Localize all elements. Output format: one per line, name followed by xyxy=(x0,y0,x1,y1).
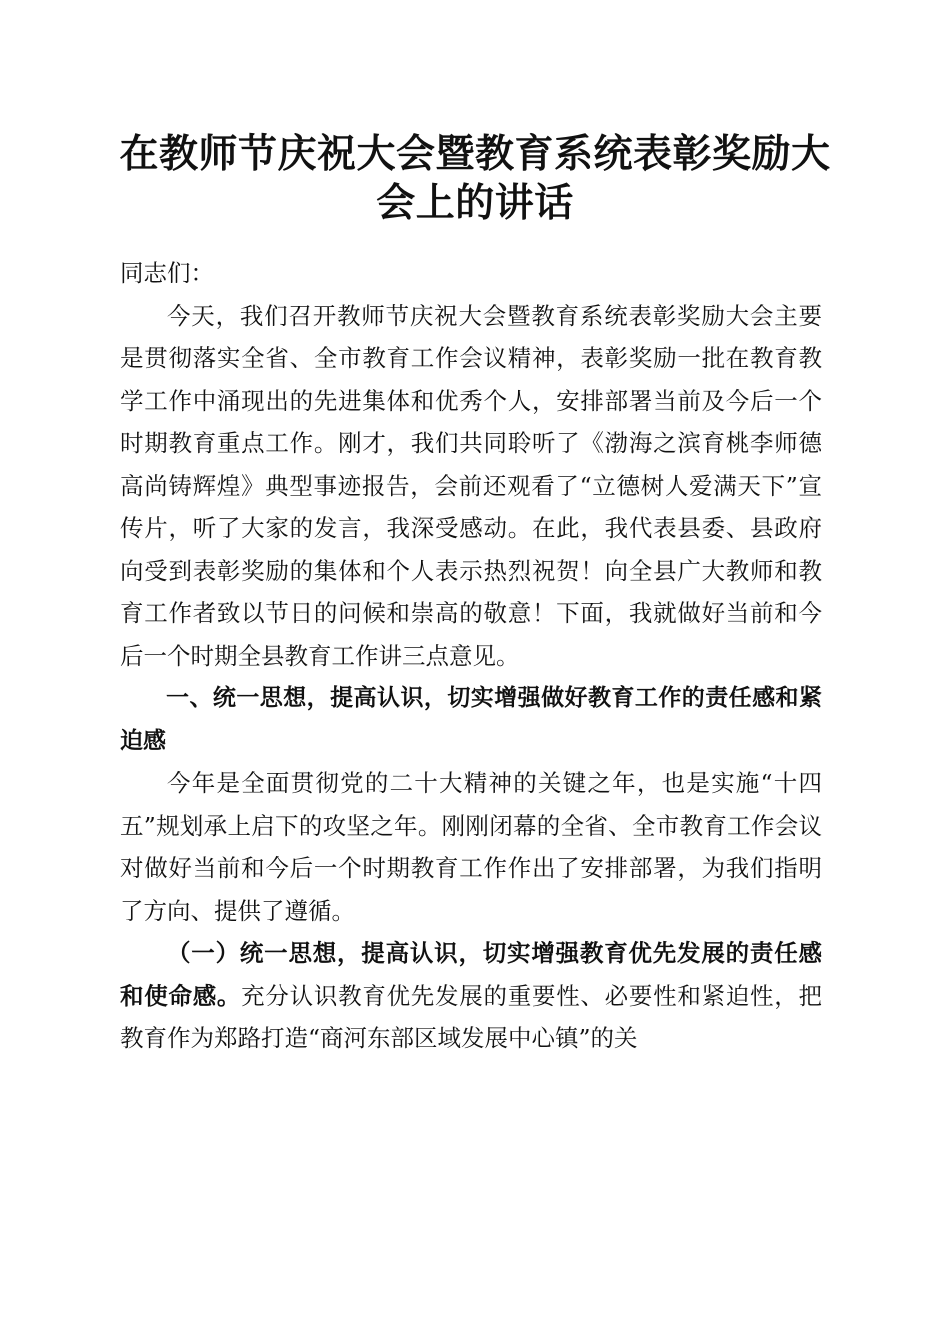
subsection-1-paragraph xyxy=(120,932,822,1060)
document-title: 在教师节庆祝大会暨教育系统表彰奖励大会上的讲话 xyxy=(119,131,831,226)
section-1-paragraph: 今年是全面贯彻党的二十大精神的关键之年，也是实施“十四五”规划承上启下的攻坚之年。刚刚闭幕的全省、全市教育工作会议对做好当前和今后一个时期教育工作作出了安排部署，为我们指明了方向、提供了遵循。 xyxy=(120,769,822,925)
subsection-1-text: 充分认识教育优先发展的重要性、必要性和紧迫性，把教育作为郑路打造“商河东部区域发展中心镇”的关 xyxy=(120,981,823,1052)
section-heading-1: 一、统一思想，提高认识，切实增强做好教育工作的责任感和紧迫感 xyxy=(120,685,822,754)
document-body xyxy=(120,252,822,1060)
subsection-heading-1: （一）统一思想，提高认识，切实增强教育优先发展的责任感和使命感。 xyxy=(120,939,822,1010)
intro-paragraph: 今天，我们召开教师节庆祝大会暨教育系统表彰奖励大会主要是贯彻落实全省、全市教育工作会议精神，表彰奖励一批在教育教学工作中涌现出的先进集体和优秀个人，安排部署当前及今后一个时期教育重点工作。刚才，我们共同聆听了《渤海之滨育桃李师德高尚铸辉煌》典型事迹报告，会前还观看了“立德树人爱满天下”宣传片，听了大家的发言，我深受感动。在此，我代表县委、县政府向受到表彰奖励的集体和个人表示热烈祝贺！向全县广大教师和教育工作者致以节日的问候和崇高的敬意！下面，我就做好当前和今后一个时期全县教育工作讲三点意见。 xyxy=(120,301,822,670)
salutation: 同志们： xyxy=(120,259,214,287)
